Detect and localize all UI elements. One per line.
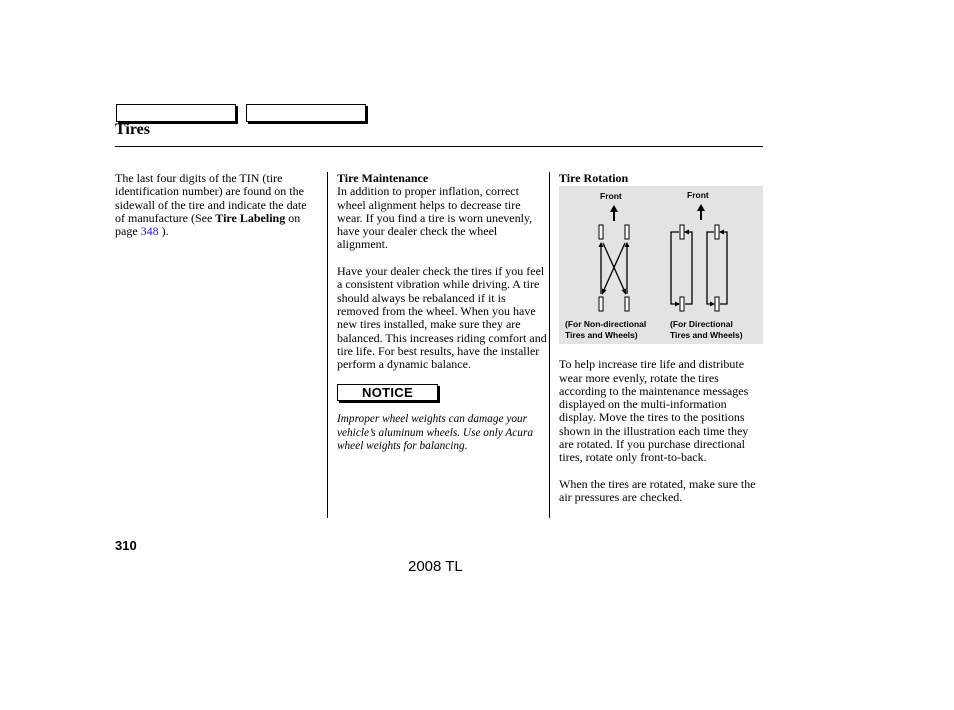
tire-rotation-diagram: [559, 186, 763, 344]
header-tab-left: [116, 104, 236, 122]
front-arrow-left-shaft: [613, 211, 615, 221]
column-divider-1: [327, 172, 328, 518]
tire-d-rear-right: [715, 297, 719, 311]
tire-d-front-left: [680, 225, 684, 239]
tire-nd-front-left: [599, 225, 603, 239]
caption-directional: [670, 319, 743, 340]
tire-nd-front-right: [625, 225, 629, 239]
column-middle: [337, 172, 547, 453]
tire-d-front-right: [715, 225, 719, 239]
page-number: 310: [115, 538, 137, 553]
tire-labeling-ref: Tire Labeling: [215, 210, 286, 225]
alignment-paragraph: In addition to proper inflation, correct wheel alignment helps to decrease tire wear. If you find a tire is worn unevenly, have your dealer check the wheel alignment.: [337, 184, 533, 252]
caption-non-directional: [565, 319, 646, 340]
column-left: [115, 172, 315, 238]
front-label-left: Front: [600, 191, 622, 202]
balance-paragraph: Have your dealer check the tires if you feel a consistent vibration while driving. A tire should always be rebalanced if it is removed from the wheel. When you have new tires installed, make sure they are balanced. This increases riding comfort and tire life. For best results, have the installer perform a dynamic balance.: [337, 264, 547, 372]
tire-d-rear-left: [680, 297, 684, 311]
front-arrow-right-head: [697, 204, 705, 211]
tire-rotation-heading: Tire Rotation: [559, 171, 629, 185]
tire-maintenance-heading: Tire Maintenance: [337, 171, 429, 185]
column-right: [559, 172, 763, 505]
on-page-text: on page: [115, 210, 301, 239]
caption-left-line1: (For Non-directional: [565, 319, 647, 330]
tire-nd-rear-left: [599, 297, 603, 311]
front-label-right: Front: [687, 190, 709, 201]
front-arrow-left-head: [610, 205, 618, 212]
caption-right-line1: (For Directional: [670, 319, 733, 330]
tin-paragraph: [115, 172, 315, 238]
footer-model: 2008 TL: [408, 558, 463, 575]
tin-end-text: ).: [158, 224, 169, 239]
page-link-348[interactable]: 348: [140, 224, 159, 239]
notice-text: Improper wheel weights can damage your vehicle’s aluminum wheels. Use only Acura wheel weights for balancing.: [337, 413, 533, 453]
tire-nd-rear-right: [625, 297, 629, 311]
section-title: Tires: [115, 121, 150, 138]
caption-right-line2: Tires and Wheels): [670, 329, 743, 340]
caption-left-line2: Tires and Wheels): [565, 329, 638, 340]
notice-badge: NOTICE: [337, 384, 438, 401]
column-divider-2: [549, 172, 550, 518]
air-pressure-paragraph: When the tires are rotated, make sure the air pressures are checked.: [559, 476, 756, 505]
front-arrow-right-shaft: [700, 210, 702, 220]
header-tab-right: [246, 104, 366, 122]
tin-text: The last four digits of the TIN (tire identification number) are found on the sidewall of the tire and indicate the date of manufacture (See: [115, 171, 307, 225]
title-rule: [115, 146, 763, 147]
rotation-paragraph: To help increase tire life and distribute wear more evenly, rotate the tires according to the maintenance messages displayed on the multi-information display. Move the tires to the positions shown in the illustration each time they are rotated. If you purchase directional tires, rotate only front-to-back.: [559, 357, 749, 465]
